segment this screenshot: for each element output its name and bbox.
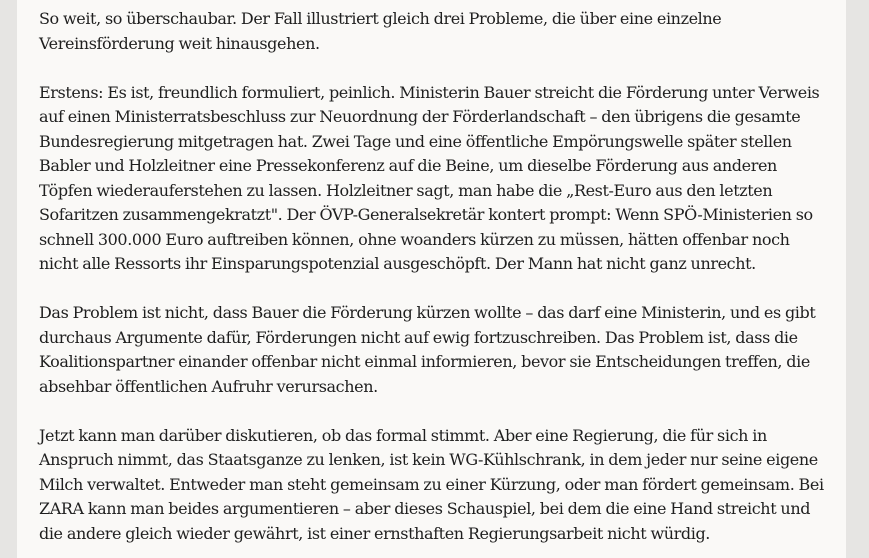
text-line: auf einen Ministerratsbeschluss zur Neuordnung der Förderlandschaft – den übrigens die gesamte bbox=[39, 107, 801, 126]
paragraph-intro bbox=[39, 7, 826, 56]
text-line: Das Problem ist nicht, dass Bauer die Förderung kürzen wollte – das darf eine Ministerin, und es gibt bbox=[39, 303, 816, 322]
text-line: Vereinsförderung weit hinausgehen. bbox=[39, 33, 320, 53]
text-line: Jetzt kann man darüber diskutieren, ob das formal stimmt. Aber eine Regierung, die für sich in bbox=[39, 425, 767, 445]
paragraph-first-problem bbox=[39, 81, 826, 277]
paragraph-conclusion bbox=[39, 424, 826, 547]
text-line: Milch verwaltet. Entweder man steht gemeinsam zu einer Kürzung, oder man fördert gemeinsam. Bei bbox=[39, 474, 824, 494]
text-line: nicht alle Ressorts ihr Einsparungspotenzial ausgeschöpft. Der Mann hat nicht ganz unrecht. bbox=[39, 254, 756, 273]
text-line: Bundesregierung mitgetragen hat. Zwei Tage und eine öffentliche Empörungswelle später stellen bbox=[39, 131, 792, 151]
text-line: Babler und Holzleitner eine Pressekonferenz auf die Beine, um dieselbe Förderung aus anderen bbox=[39, 156, 777, 175]
paragraph-coalition-problem bbox=[39, 301, 826, 399]
text-line: schnell 300.000 Euro auftreiben können, ohne woanders kürzen zu müssen, hätten offenbar noch bbox=[39, 229, 790, 249]
text-line: Koalitionspartner einander offenbar nicht einmal informieren, bevor sie Entscheidungen treffen, die bbox=[39, 352, 810, 371]
text-line: Anspruch nimmt, das Staatsganze zu lenken, ist kein WG-Kühlschrank, in dem jeder nur seine eigene bbox=[39, 450, 818, 469]
text-line: Erstens: Es ist, freundlich formuliert, peinlich. Ministerin Bauer streicht die Förderung unter Verweis bbox=[39, 82, 820, 102]
text-line: durchaus Argumente dafür, Förderungen nicht auf ewig fortzuschreiben. Das Problem ist, dass die bbox=[39, 327, 798, 347]
text-line: So weit, so überschaubar. Der Fall illustriert gleich drei Probleme, die über eine einzelne bbox=[39, 9, 722, 28]
text-line: absehbar öffentlichen Aufruhr verursachen. bbox=[39, 376, 378, 396]
text-line: Sofaritzen zusammengekratzt". Der ÖVP-Generalsekretär kontert prompt: Wenn SPÖ-Ministerien so bbox=[39, 205, 813, 224]
article-body bbox=[17, 0, 846, 558]
text-line: Töpfen wiederauferstehen zu lassen. Holzleitner sagt, man habe die „Rest-Euro aus den letzten bbox=[39, 180, 773, 200]
text-line: ZARA kann man beides argumentieren – aber dieses Schauspiel, bei dem die eine Hand streicht und bbox=[39, 499, 811, 518]
text-line: die andere gleich wieder gewährt, ist einer ernsthaften Regierungsarbeit nicht würdig. bbox=[39, 523, 710, 543]
